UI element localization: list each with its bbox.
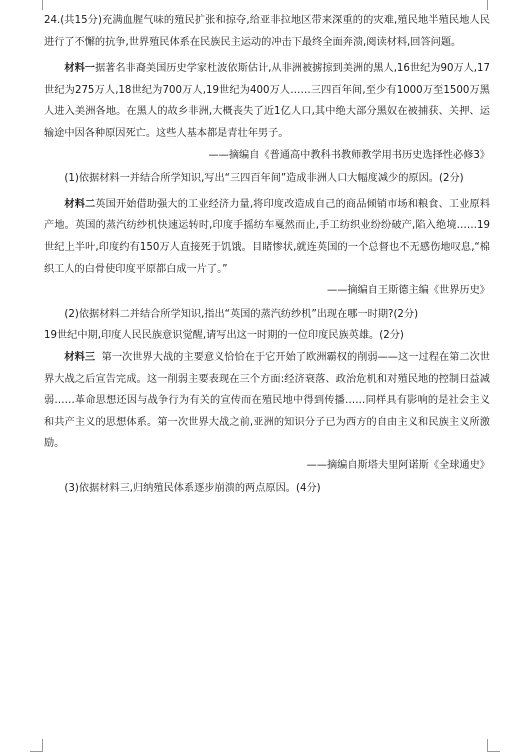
material-one [44,58,490,144]
question-header: 24.(共15分)充满血腥气味的殖民扩张和掠夺,给亚非拉地区带来深重的的灾难,殖民地半殖民地人民进行了不懈的抗争,世界殖民体系在民族民主运动的冲击下最终全面奔溃,阅读材料,回答问题。 [44,15,490,48]
material-two-label: 材料二 [64,198,96,210]
question-three: (3)依据材料三,归纳殖民体系逐步崩溃的两点原因。(4分) [64,483,321,495]
question-two-a: (2)依据材料二并结合所学知识,指出“英国的蒸汽纺纱机”出现在哪一时期?(2分) [64,308,419,320]
crop-mark-top-left [30,0,43,10]
question-two-b: 19世纪中期,印度人民民族意识觉醒,请写出这一时期的一位印度民族英雄。(2分) [44,330,404,342]
material-three-label: 材料三 [64,351,96,363]
material-three [44,347,490,455]
material-one-label: 材料一 [64,63,95,75]
material-two-text: 英国开始借助强大的工业经济力量,将印度改造成自己的商品倾销市场和粮食、工业原料产地。英国的蒸汽纺纱机快速运转时,印度手摇纺车戛然而止,手工纺织业纷纷破产,陷入绝境……19世纪上半叶,印度约有150万人直接死于饥饿。目睹惨状,就连英国的一个总督也不无感伤地叹息,“棉织工人的白骨使印度平原都白成一片了。” [44,198,491,275]
material-three-source: ——摘编自斯塔夫里阿诺斯《全球通史》 [306,459,490,471]
crop-mark-bottom-left [30,739,43,752]
material-three-text: 第一次世界大战的主要意义恰恰在于它开始了欧洲霸权的削弱——这一过程在第二次世界大战之后宣告完成。这一削弱主要表现在三个方面:经济衰落、政治危机和对殖民地的控制日益减弱……革命思想还因与战争行为有关的宣传而在殖民地中得到传播……同样具有影响的是社会主义和共产主义的思想体系。第一次世界大战之前,亚洲的知识分子已为西方的自由主义和民族主义所激励。 [44,351,490,450]
material-one-source: ——摘编自《普通高中教科书教师教学用书历史选择性必修3》 [208,149,490,161]
material-one-text: 据著名非裔美国历史学家杜波依斯估计,从非洲被掳掠到美洲的黑人,16世纪为90万人,17世纪为275万人,18世纪为700万人,19世纪为400万人……三四百年间,至少有1000万至1500万黑人进入美洲各地。在黑人的故乡非洲,大概丧失了近1亿人口,其中绝大部分黑奴在被捕获、关押、运输途中因各种原因死亡。这些人基本都是青壮年男子。 [44,63,491,139]
crop-mark-bottom-right [487,739,500,752]
material-two-source: ——摘编自王斯德主编《世界历史》 [327,285,490,297]
question-one: (1)依据材料一并结合所学知识,写出“三四百年间”造成非洲人口大幅度减少的原因。(2分) [64,173,464,185]
crop-mark-top-right [487,0,500,10]
question-body [44,10,490,500]
material-two [44,194,490,280]
